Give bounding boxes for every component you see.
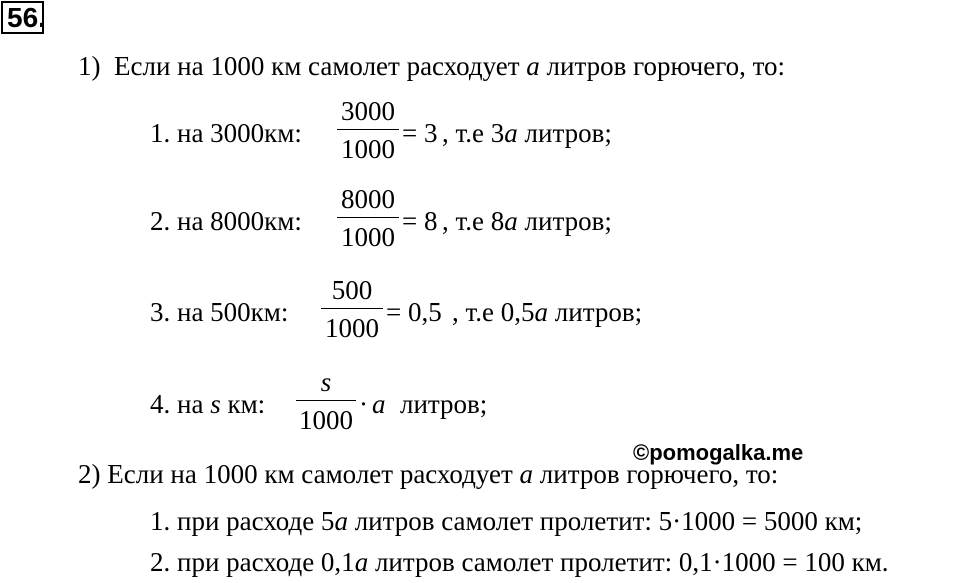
- item2-denominator: 1000: [341, 222, 395, 252]
- item3-tail-end: литров;: [548, 297, 643, 327]
- item2-label: 2. на 8000км:: [150, 206, 302, 236]
- item4-tail: литров;: [400, 389, 488, 419]
- item3-tail-text: , т.е 0,5: [452, 297, 535, 327]
- item2-tail-var: a: [504, 206, 518, 236]
- item1-numerator: 3000: [341, 96, 395, 126]
- part2-item2-var: a: [354, 547, 369, 577]
- part2-item1: [150, 506, 862, 536]
- part2-item1-var: a: [334, 506, 348, 536]
- item2-tail-end: литров;: [517, 206, 612, 236]
- item3-numerator: 500: [331, 275, 373, 305]
- item2-numerator: 8000: [341, 184, 395, 214]
- item3-tail: [452, 297, 642, 327]
- part2-item2-end: литров самолет пролетит: 0,1·1000 = 100 км.: [368, 547, 889, 577]
- item1-tail-text: , т.е 3: [442, 118, 505, 148]
- part2-intro-text: Если на 1000 км самолет расходует: [107, 459, 513, 489]
- item1-tail: [442, 118, 612, 148]
- part2-label: 2): [78, 459, 101, 489]
- item3-fraction: [321, 275, 383, 343]
- item1-fraction: [337, 96, 399, 164]
- item4-fraction: [296, 367, 356, 435]
- item4-numerator: s: [320, 367, 332, 397]
- item4-denominator: 1000: [299, 405, 353, 435]
- item3-tail-var: a: [534, 297, 549, 327]
- part2-item2: [150, 547, 889, 577]
- part2-intro-tail: литров горючего, то:: [539, 459, 779, 489]
- watermark: ©pomogalka.me: [633, 440, 804, 465]
- part1-intro-text: Если на 1000 км самолет расходует: [114, 51, 520, 81]
- item2-fraction: [337, 184, 399, 252]
- item2-tail: [442, 206, 612, 236]
- item3-label: 3. на 500км:: [150, 297, 289, 327]
- part1-intro-tail: литров горючего, то:: [546, 51, 786, 81]
- item1-tail-var: a: [504, 118, 518, 148]
- fraction-bar: [337, 217, 399, 218]
- item1-denominator: 1000: [341, 134, 395, 164]
- part1-intro: [78, 51, 785, 81]
- item3-equals: = 0,5: [386, 297, 442, 327]
- item4-label: [150, 389, 265, 419]
- part1-label: 1): [78, 51, 101, 81]
- part2-item1-end: литров самолет пролетит: 5·1000 = 5000 км;: [347, 506, 863, 536]
- item4-label-text: 4. на: [150, 389, 204, 419]
- item1-label: 1. на 3000км:: [150, 118, 302, 148]
- part1-intro-var: a: [526, 51, 540, 81]
- item2-tail-text: , т.е 8: [442, 206, 505, 236]
- part2-item2-text: 2. при расходе 0,1: [150, 547, 355, 577]
- item4-label-var: s: [210, 389, 221, 419]
- item3-denominator: 1000: [325, 313, 379, 343]
- fraction-bar: [296, 400, 356, 401]
- part2-intro-var: a: [519, 459, 534, 489]
- item2-equals: = 8: [402, 206, 438, 236]
- fraction-bar: [321, 308, 383, 309]
- fraction-bar: [337, 129, 399, 130]
- problem-number: 56.: [1, 1, 44, 34]
- item4-dot: ·: [359, 389, 368, 419]
- item1-tail-end: литров;: [517, 118, 612, 148]
- part2-item1-text: 1. при расходе 5: [150, 506, 335, 536]
- item4-var: a: [372, 389, 386, 419]
- item1-equals: = 3: [402, 118, 438, 148]
- part2-intro: [78, 459, 778, 489]
- item4-label-end: км:: [220, 389, 266, 419]
